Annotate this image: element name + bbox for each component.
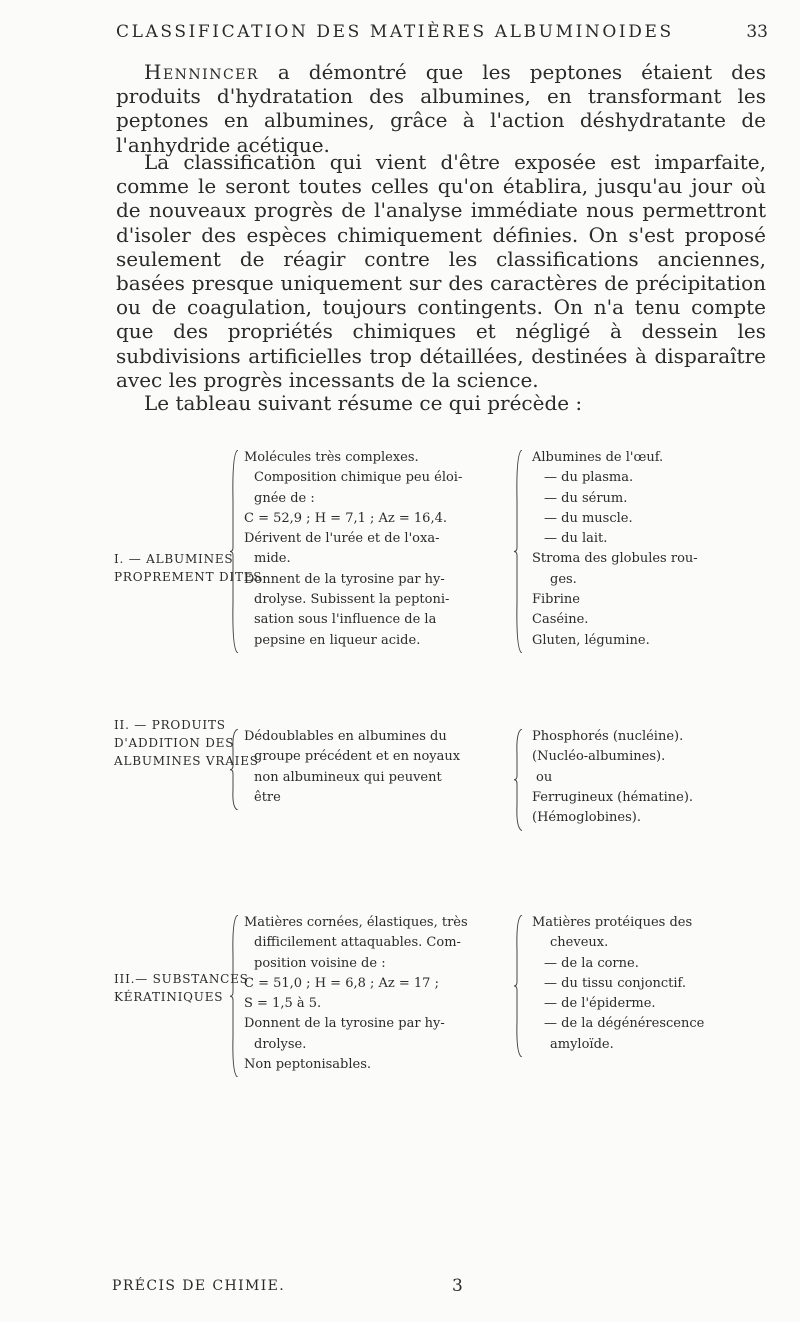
row-label-line: ALBUMINES VRAIES — [114, 754, 259, 768]
description-line: Donnent de la tyrosine par hy- — [244, 571, 445, 587]
description-line: pepsine en liqueur acide. — [254, 632, 421, 648]
example-line: Ferrugineux (hématine). — [532, 789, 694, 805]
description-line: Matières cornées, élastiques, très — [244, 915, 468, 930]
example-line: (Hémoglobines). — [532, 810, 641, 826]
running-title: CLASSIFICATION DES MATIÈRES ALBUMINOIDES — [116, 22, 674, 42]
description-line: mide. — [254, 551, 291, 567]
example-line: Matières protéiques des — [532, 915, 693, 930]
brace-icon — [514, 450, 524, 653]
row-label-line: PROPREMENT DITES — [114, 570, 263, 584]
example-line: (Nucléo-albumines). — [532, 749, 666, 765]
row-description — [244, 727, 460, 808]
row-label-line: III.— SUBSTANCES — [114, 972, 249, 986]
brace-icon — [230, 915, 240, 1077]
example-line: Caséine. — [532, 612, 589, 628]
example-line: Gluten, légumine. — [532, 632, 650, 648]
brace-icon — [230, 729, 240, 810]
paragraph-1-text: a démontré que les peptones étaient des produits d'hydratation des albumines, en transformant les peptones en albumines, grâce à l'action déshydratante de l'anhydride acétique. — [116, 60, 766, 157]
brace-icon — [230, 450, 240, 653]
description-line: drolyse. Subissent la peptoni- — [254, 592, 450, 608]
brace-icon — [514, 729, 524, 831]
description-line: Dérivent de l'urée et de l'oxa- — [244, 531, 440, 547]
description-line: C = 52,9 ; H = 7,1 ; Az = 16,4. — [244, 510, 447, 526]
row-examples — [532, 727, 693, 828]
description-line: être — [254, 789, 281, 805]
description-line: S = 1,5 à 5. — [244, 996, 322, 1012]
description-line: Dédoublables en albumines du — [244, 729, 447, 744]
example-line: amyloïde. — [550, 1036, 614, 1052]
paragraph-2: La classification qui vient d'être exposée est imparfaite, comme le seront toutes celles qu'on établira, jusqu'au jour où de nouveaux progrès de l'analyse immédiate nous permettront d'isoler des espèces chimiquement définies. On s'est proposé seulement de réagir contre les classifications anciennes, basées presque uniquement sur des caractères de précipitation ou de coagulation, toujours contingents. On n'a tenu compte que des propriétés chimiques et négligé à dessein les subdivisions artificielles trop détaillées, destinées à disparaître avec les progrès incessants de la science. — [116, 150, 766, 392]
row-label — [114, 550, 263, 586]
row-label-line: II. — PRODUITS — [114, 718, 226, 732]
example-line: — de l'épiderme. — [544, 996, 656, 1012]
description-line: C = 51,0 ; H = 6,8 ; Az = 17 ; — [244, 975, 439, 991]
row-description — [244, 913, 468, 1075]
running-header — [0, 22, 800, 48]
row-label-line: KÉRATINIQUES — [114, 990, 224, 1004]
example-line: Stroma des globules rou- — [532, 551, 698, 567]
example-line: — du muscle. — [544, 510, 633, 526]
description-line: position voisine de : — [254, 955, 386, 971]
paragraph-1 — [116, 60, 766, 157]
description-line: Non peptonisables. — [244, 1057, 372, 1073]
description-line: sation sous l'influence de la — [254, 612, 437, 628]
description-line: non albumineux qui peuvent — [254, 769, 442, 785]
description-line: drolyse. — [254, 1036, 307, 1052]
author-name: Hennincer — [144, 60, 259, 84]
example-line: Albumines de l'œuf. — [532, 450, 664, 465]
row-label — [114, 716, 259, 770]
page-number: 33 — [746, 22, 768, 42]
description-line: Composition chimique peu éloi- — [254, 470, 463, 486]
example-line: ges. — [550, 571, 577, 587]
paragraph-3: Le tableau suivant résume ce qui précède : — [144, 391, 583, 415]
example-line: — de la dégénérescence — [544, 1016, 705, 1032]
brace-icon — [514, 915, 524, 1057]
row-label-line: I. — ALBUMINES — [114, 552, 234, 566]
description-line: gnée de : — [254, 490, 315, 506]
description-line: Molécules très complexes. — [244, 450, 419, 465]
row-label-line: D'ADDITION DES — [114, 736, 235, 750]
row-description — [244, 448, 462, 651]
row-examples — [532, 913, 704, 1055]
footer-signature: 3 — [452, 1276, 463, 1296]
row-examples — [532, 448, 698, 651]
example-line: cheveux. — [550, 935, 609, 951]
example-line: Fibrine — [532, 592, 580, 608]
footer-book-title: PRÉCIS DE CHIMIE. — [112, 1278, 286, 1294]
description-line: difficilement attaquables. Com- — [254, 935, 461, 951]
example-line: — du tissu conjonctif. — [544, 975, 687, 991]
example-line: — de la corne. — [544, 955, 639, 971]
description-line: groupe précédent et en noyaux — [254, 749, 461, 765]
example-line: — du sérum. — [544, 490, 628, 506]
example-line: — du plasma. — [544, 470, 634, 486]
example-line: Phosphorés (nucléine). — [532, 729, 684, 744]
example-line: — du lait. — [544, 531, 608, 547]
row-label — [114, 970, 249, 1006]
example-line: ou — [536, 769, 553, 785]
description-line: Donnent de la tyrosine par hy- — [244, 1016, 445, 1032]
